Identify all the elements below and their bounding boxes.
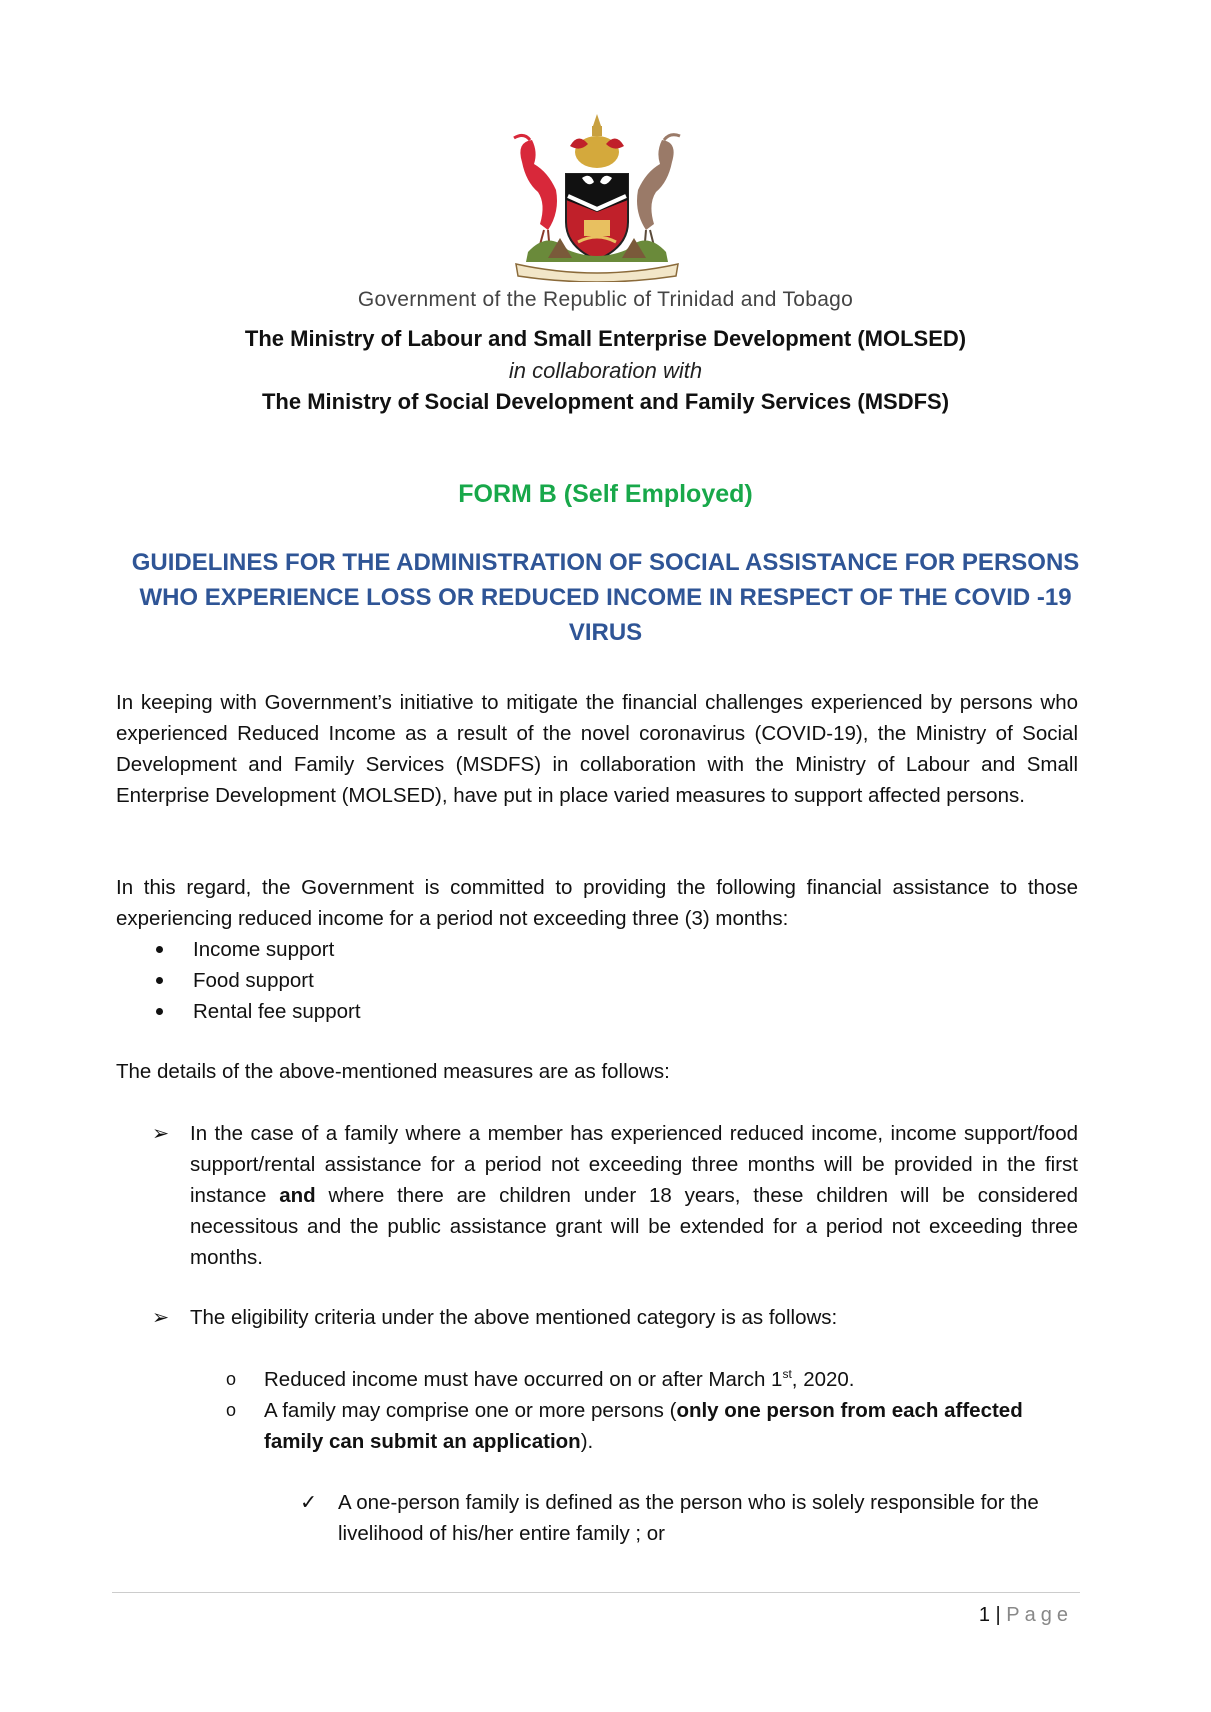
support-list — [148, 934, 361, 1027]
collaboration-text: in collaboration with — [508, 358, 703, 383]
ministry-social-name: The Ministry of Social Development and Family Services (MSDFS) — [261, 389, 950, 414]
support-item-label: Income support — [193, 938, 335, 961]
list-item — [148, 996, 361, 1027]
list-item — [148, 934, 361, 965]
commitment-paragraph: In this regard, the Government is committed to providing the following financial assistance to those experiencing reduced income for a period not exceeding three (3) months: — [116, 876, 1078, 930]
measure-text: In the case of a family where a member has experienced reduced income, income support/food support/rental assistance for a period not exceeding three months will be provided in the first instance and where there are children under 18 years, these children will be considered necessitous and the public assistance grant will be extended for a period not exceeding three months. — [190, 1122, 1078, 1269]
measure-item — [152, 1302, 1078, 1333]
ministry-labour-name: The Ministry of Labour and Small Enterprise Development (MOLSED) — [244, 326, 967, 351]
list-item — [148, 965, 361, 996]
arrow-bullet-icon: ➢ — [152, 1122, 170, 1145]
measure-item — [152, 1118, 1078, 1273]
intro-paragraph: In keeping with Government’s initiative to mitigate the financial challenges experienced by persons who experienced Reduced Income as a result of the novel coronavirus (COVID-19), the Ministry of Social Development and Family Services (MSDFS) in collaboration with the Ministry of Labour and Small Enterprise Development (MOLSED), have put in place varied measures to support affected persons. — [116, 691, 1078, 807]
definition-text: A one-person family is defined as the person who is solely responsible for the livelihood of his/her entire family ; or — [338, 1491, 1039, 1545]
definition-item — [300, 1487, 1078, 1549]
arrow-bullet-icon: ➢ — [152, 1306, 170, 1329]
criteria-text: A family may comprise one or more persons (only one person from each affected family can submit an application). — [264, 1399, 1023, 1453]
criteria-item — [226, 1395, 1078, 1457]
page-number: 1 | Page — [978, 1604, 1073, 1626]
government-name: Government of the Republic of Trinidad and Tobago — [357, 288, 854, 311]
criteria-item — [226, 1364, 1078, 1395]
support-item-label: Food support — [193, 969, 314, 992]
bullet-icon — [156, 977, 163, 984]
guideline-title: GUIDELINES FOR THE ADMINISTRATION OF SOCIAL ASSISTANCE FOR PERSONS WHO EXPERIENCE LOSS OR REDUCED INCOME IN RESPECT OF THE COVID -19 VIRUS — [131, 549, 1080, 646]
coat-of-arms-icon — [508, 112, 686, 282]
support-item-label: Rental fee support — [193, 1000, 361, 1023]
circle-bullet-icon: o — [226, 1400, 237, 1420]
footer-divider — [112, 1592, 1080, 1593]
criteria-text: Reduced income must have occurred on or after March 1st, 2020. — [264, 1367, 855, 1391]
circle-bullet-icon: o — [226, 1369, 237, 1389]
bullet-icon — [156, 946, 163, 953]
bullet-icon — [156, 1008, 163, 1015]
eligibility-text: The eligibility criteria under the above mentioned category is as follows: — [190, 1306, 838, 1329]
details-paragraph: The details of the above-mentioned measures are as follows: — [116, 1060, 670, 1083]
form-title: FORM B (Self Employed) — [458, 480, 753, 508]
checkmark-icon: ✓ — [300, 1491, 318, 1514]
